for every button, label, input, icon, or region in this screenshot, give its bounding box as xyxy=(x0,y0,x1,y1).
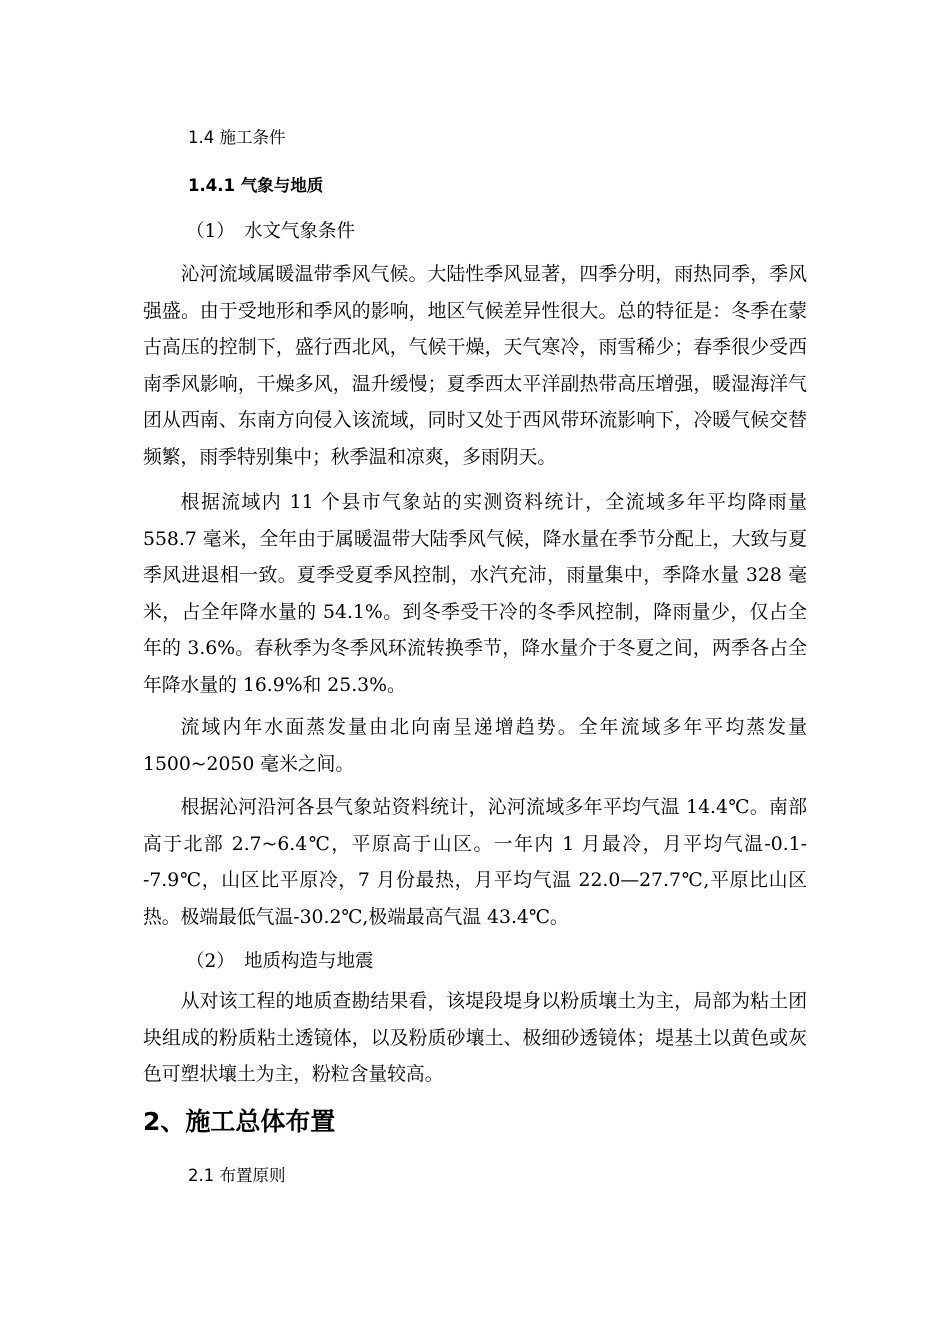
paragraph-climate: 沁河流域属暖温带季风气候。大陆性季风显著，四季分明，雨热同季，季风强盛。由于受地形和季风的影响，地区气候差异性很大。总的特征是：冬季在蒙古高压的控制下，盛行西北风，气候干燥，天气寒冷，雨雪稀少；春季很少受西南季风影响，干燥多风，温升缓慢；夏季西太平洋副热带高压增强，暖湿海洋气团从西南、东南方向侵入该流域，同时又处于西风带环流影响下，冷暖气候交替频繁，雨季特别集中；秋季温和凉爽，多雨阴天。 xyxy=(143,264,807,468)
subsection-heading-hydro: （1） 水文气象条件 xyxy=(186,221,356,242)
section-heading-1-4: 1.4 施工条件 xyxy=(188,128,286,147)
section-heading-1-4-1: 1.4.1 气象与地质 xyxy=(188,176,324,195)
paragraph-geology: 从对该工程的地质查勘结果看，该堤段堤身以粉质壤土为主，局部为粘土团块组成的粉质粘土透镜体，以及粉质砂壤土、极细砂透镜体；堤基土以黄色或灰色可塑状壤土为主，粉粒含量较高。 xyxy=(143,991,807,1085)
section-heading-2-1: 2.1 布置原则 xyxy=(188,1166,286,1185)
chapter-heading-2: 2、施工总体布置 xyxy=(143,1107,336,1136)
paragraph-temperature: 根据沁河沿河各县气象站资料统计，沁河流域多年平均气温 14.4℃。南部高于北部 2.7~6.4℃，平原高于山区。一年内 1 月最冷，月平均气温-0.1--7.9℃，山区比平原冷，7 月份最热，月平均气温 22.0—27.7℃,平原比山区热。极端最低气温-30.2℃,极端最高气温 43.4℃。 xyxy=(143,797,807,928)
paragraph-precipitation: 根据流域内 11 个县市气象站的实测资料统计，全流域多年平均降雨量 558.7 毫米，全年由于属暖温带大陆季风气候，降水量在季节分配上，大致与夏季风进退相一致。夏季受夏季风控制，水汽充沛，雨量集中，季降水量 328 毫米，占全年降水量的 54.1%。到冬季受干冷的冬季风控制，降雨量少，仅占全年的 3.6%。春秋季为冬季风环流转换季节，降水量介于冬夏之间，两季各占全年降水量的 16.9%和 25.3%。 xyxy=(143,492,807,696)
paragraph-evaporation: 流域内年水面蒸发量由北向南呈递增趋势。全年流域多年平均蒸发量 1500~2050 毫米之间。 xyxy=(143,717,807,775)
subsection-heading-geology: （2） 地质构造与地震 xyxy=(186,951,374,972)
